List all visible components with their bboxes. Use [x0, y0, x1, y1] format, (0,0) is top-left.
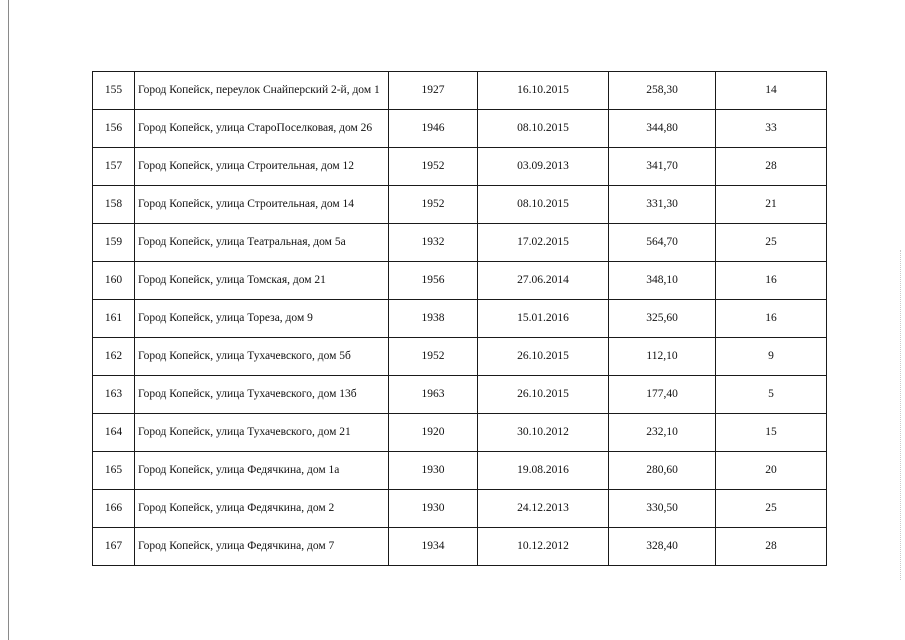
row-residents: 14	[716, 72, 827, 110]
row-residents: 9	[716, 338, 827, 376]
row-year: 1946	[389, 110, 478, 148]
row-address: Город Копейск, улица Строительная, дом 14	[135, 186, 389, 224]
row-number: 166	[93, 490, 135, 528]
table-row	[93, 452, 827, 490]
row-date: 03.09.2013	[478, 148, 609, 186]
row-date: 26.10.2015	[478, 376, 609, 414]
table-row	[93, 528, 827, 566]
row-residents: 25	[716, 490, 827, 528]
table-row	[93, 186, 827, 224]
row-residents: 16	[716, 262, 827, 300]
row-address: Город Копейск, улица Томская, дом 21	[135, 262, 389, 300]
row-area: 232,10	[609, 414, 716, 452]
table-row	[93, 224, 827, 262]
row-address: Город Копейск, улица Тухачевского, дом 13б	[135, 376, 389, 414]
houses-table	[92, 71, 827, 566]
row-year: 1956	[389, 262, 478, 300]
row-address: Город Копейск, улица Тухачевского, дом 21	[135, 414, 389, 452]
row-area: 280,60	[609, 452, 716, 490]
row-date: 26.10.2015	[478, 338, 609, 376]
row-number: 165	[93, 452, 135, 490]
row-date: 30.10.2012	[478, 414, 609, 452]
row-number: 160	[93, 262, 135, 300]
row-residents: 5	[716, 376, 827, 414]
row-address: Город Копейск, улица Тореза, дом 9	[135, 300, 389, 338]
row-address: Город Копейск, улица Федячкина, дом 7	[135, 528, 389, 566]
row-date: 19.08.2016	[478, 452, 609, 490]
row-residents: 16	[716, 300, 827, 338]
row-date: 24.12.2013	[478, 490, 609, 528]
row-residents: 28	[716, 148, 827, 186]
row-year: 1938	[389, 300, 478, 338]
row-year: 1952	[389, 148, 478, 186]
table-row	[93, 72, 827, 110]
row-date: 16.10.2015	[478, 72, 609, 110]
row-area: 177,40	[609, 376, 716, 414]
row-area: 331,30	[609, 186, 716, 224]
row-year: 1952	[389, 338, 478, 376]
row-number: 162	[93, 338, 135, 376]
row-number: 158	[93, 186, 135, 224]
row-residents: 25	[716, 224, 827, 262]
row-address: Город Копейск, улица Федячкина, дом 2	[135, 490, 389, 528]
table-row	[93, 490, 827, 528]
row-area: 344,80	[609, 110, 716, 148]
table-row	[93, 300, 827, 338]
page-right-dotted-edge	[899, 250, 901, 580]
row-area: 564,70	[609, 224, 716, 262]
row-number: 167	[93, 528, 135, 566]
row-residents: 15	[716, 414, 827, 452]
row-residents: 33	[716, 110, 827, 148]
row-date: 15.01.2016	[478, 300, 609, 338]
row-address: Город Копейск, переулок Снайперский 2-й, дом 1	[135, 72, 389, 110]
page-left-edge	[8, 0, 9, 640]
row-residents: 20	[716, 452, 827, 490]
row-year: 1930	[389, 490, 478, 528]
table-row	[93, 338, 827, 376]
row-year: 1934	[389, 528, 478, 566]
row-residents: 21	[716, 186, 827, 224]
row-date: 10.12.2012	[478, 528, 609, 566]
row-year: 1930	[389, 452, 478, 490]
row-address: Город Копейск, улица Театральная, дом 5а	[135, 224, 389, 262]
row-address: Город Копейск, улица Федячкина, дом 1а	[135, 452, 389, 490]
row-area: 330,50	[609, 490, 716, 528]
row-address: Город Копейск, улица Строительная, дом 12	[135, 148, 389, 186]
row-area: 325,60	[609, 300, 716, 338]
row-number: 161	[93, 300, 135, 338]
row-address: Город Копейск, улица СтароПоселковая, дом 26	[135, 110, 389, 148]
table-row	[93, 262, 827, 300]
row-year: 1952	[389, 186, 478, 224]
row-date: 17.02.2015	[478, 224, 609, 262]
row-year: 1932	[389, 224, 478, 262]
table-row	[93, 376, 827, 414]
table-row	[93, 414, 827, 452]
row-area: 258,30	[609, 72, 716, 110]
row-year: 1927	[389, 72, 478, 110]
row-residents: 28	[716, 528, 827, 566]
row-area: 112,10	[609, 338, 716, 376]
row-number: 155	[93, 72, 135, 110]
row-year: 1963	[389, 376, 478, 414]
row-number: 157	[93, 148, 135, 186]
row-area: 348,10	[609, 262, 716, 300]
row-date: 08.10.2015	[478, 110, 609, 148]
row-number: 164	[93, 414, 135, 452]
row-date: 27.06.2014	[478, 262, 609, 300]
row-address: Город Копейск, улица Тухачевского, дом 5б	[135, 338, 389, 376]
row-number: 159	[93, 224, 135, 262]
row-year: 1920	[389, 414, 478, 452]
row-area: 341,70	[609, 148, 716, 186]
row-number: 163	[93, 376, 135, 414]
row-area: 328,40	[609, 528, 716, 566]
row-number: 156	[93, 110, 135, 148]
table-row	[93, 110, 827, 148]
table-row	[93, 148, 827, 186]
row-date: 08.10.2015	[478, 186, 609, 224]
